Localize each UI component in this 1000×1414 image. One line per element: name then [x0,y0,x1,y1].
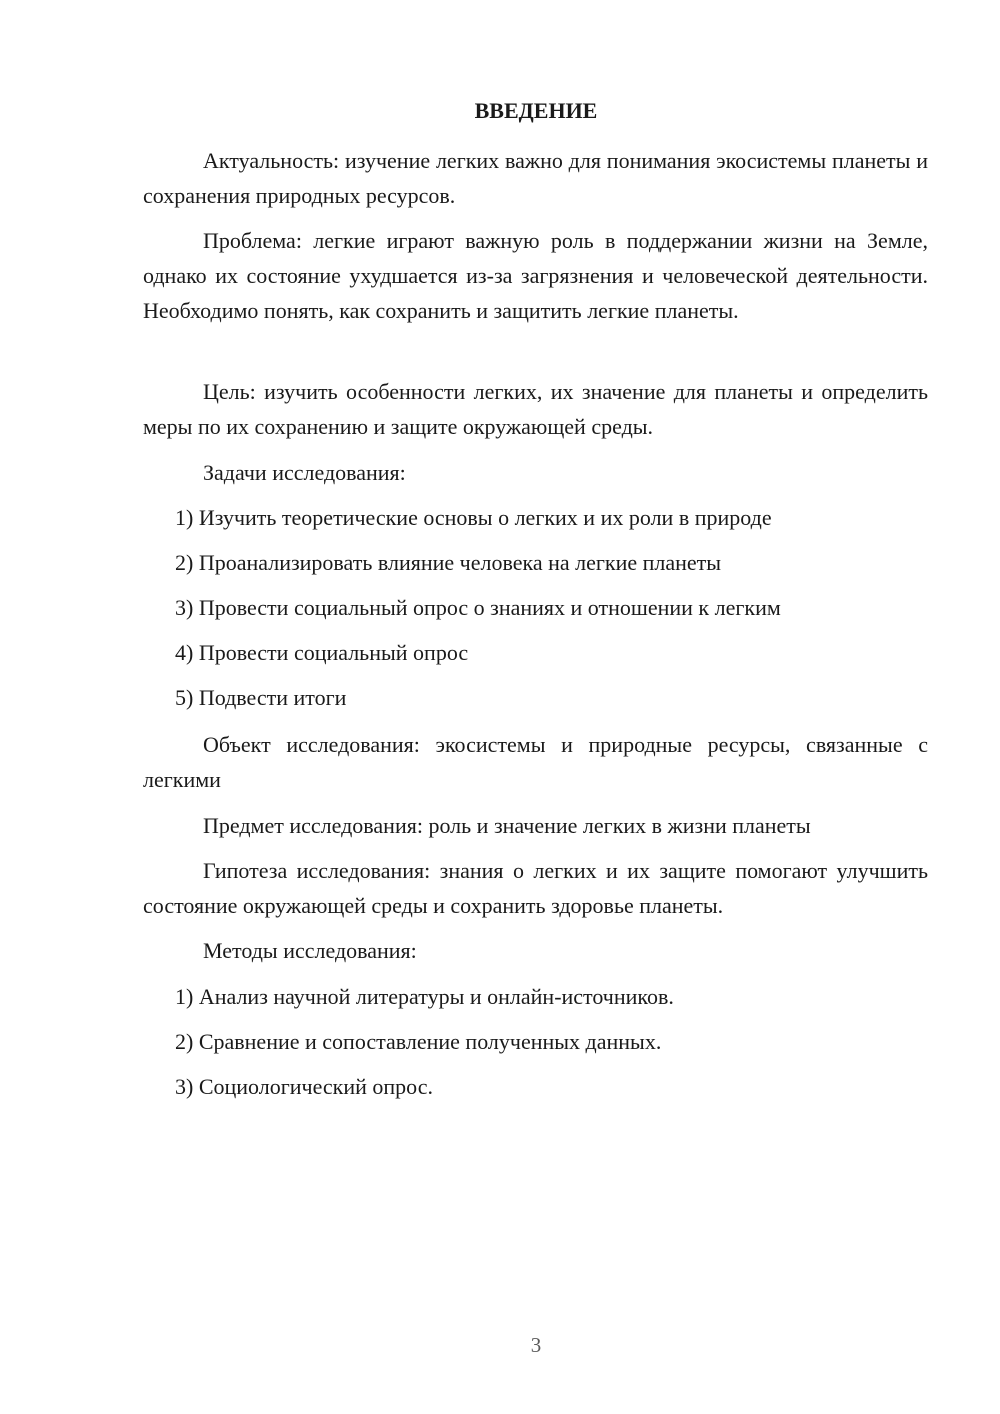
problem-paragraph: Проблема: легкие играют важную роль в поддержании жизни на Земле, однако их состояние ухудшается из-за загрязнения и человеческой деятельности. Необходимо понять, как сохранить и защитить легкие планеты. [143,228,928,323]
page-number: 3 [530,1333,542,1357]
page-title: ВВЕДЕНИЕ [474,98,598,123]
methods-heading: Методы исследования: [203,938,417,963]
relevance-paragraph: Актуальность: изучение легких важно для понимания экосистемы планеты и сохранения природных ресурсов. [143,148,928,208]
hypothesis-paragraph: Гипотеза исследования: знания о легких и их защите помогают улучшить состояние окружающей среды и сохранить здоровье планеты. [143,858,928,918]
subject-paragraph: Предмет исследования: роль и значение легких в жизни планеты [203,813,811,838]
object-paragraph: Объект исследования: экосистемы и природные ресурсы, связанные с легкими [143,732,928,792]
task-item-4: 4) Провести социальный опрос [175,640,469,665]
method-item-2: 2) Сравнение и сопоставление полученных данных. [175,1029,662,1054]
method-item-1: 1) Анализ научной литературы и онлайн-источников. [175,984,674,1009]
method-item-3: 3) Социологический опрос. [175,1074,433,1099]
task-item-3: 3) Провести социальный опрос о знаниях и отношении к легким [175,595,781,620]
task-item-2: 2) Проанализировать влияние человека на легкие планеты [175,550,722,575]
tasks-heading: Задачи исследования: [203,460,406,485]
task-item-1: 1) Изучить теоретические основы о легких и их роли в природе [175,505,772,530]
task-item-5: 5) Подвести итоги [175,685,347,710]
goal-paragraph: Цель: изучить особенности легких, их значение для планеты и определить меры по их сохранению и защите окружающей среды. [143,379,928,439]
